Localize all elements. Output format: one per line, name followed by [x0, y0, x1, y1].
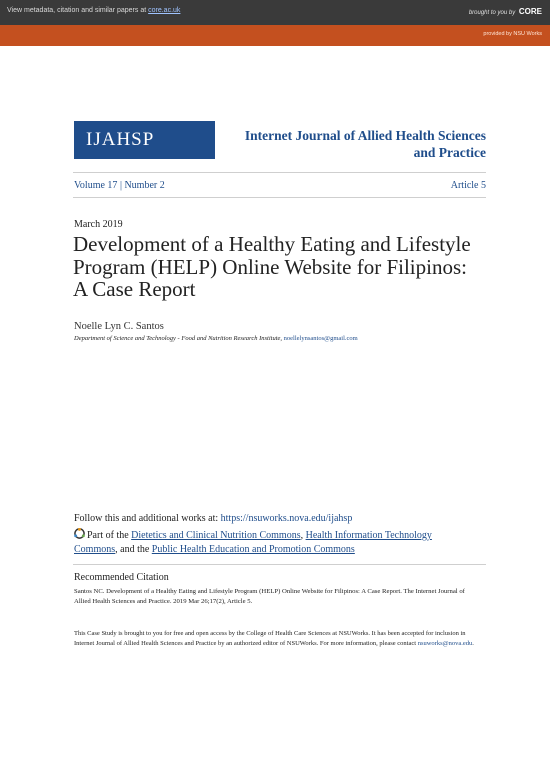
author-name: Noelle Lyn C. Santos	[74, 321, 164, 332]
follow-line	[74, 513, 352, 524]
divider	[73, 172, 486, 173]
core-metadata-prefix: View metadata, citation and similar papers at	[7, 7, 149, 14]
article-number[interactable]: Article 5	[450, 180, 486, 191]
journal-logo-text: IJAHSP	[86, 129, 155, 150]
access-notice	[74, 629, 484, 649]
core-logo[interactable]: CORE	[518, 7, 542, 16]
journal-logo[interactable]	[74, 121, 215, 159]
author-email-link[interactable]: noellelynsantos@gmail.com	[283, 335, 358, 342]
separator: |	[119, 180, 125, 191]
divider	[73, 197, 486, 198]
journal-title-line1: Internet Journal of Allied Health Sciences	[244, 128, 486, 143]
divider	[73, 564, 486, 565]
volume-link[interactable]: Volume 17	[74, 180, 118, 191]
paper-title: Development of a Healthy Eating and Lifestyle Program (HELP) Online Website for Filipinos: A Case Report	[73, 232, 471, 301]
separator: , and the	[115, 544, 152, 555]
core-metadata-text	[7, 7, 180, 14]
journal-title[interactable]	[245, 127, 486, 161]
journal-title-line2: and Practice	[413, 145, 486, 160]
follow-url-link[interactable]: https://nsuworks.nova.edu/ijahsp	[220, 513, 353, 524]
access-notice-text: This Case Study is brought to you for free and open access by the College of Health Care Sciences at NSUWorks. It has been accepted for inclusion in Internet Journal of Allied Health Sciences and Practice by an authorized editor of NSUWorks. For more information, please contact	[74, 630, 466, 647]
core-banner	[0, 0, 550, 46]
core-brought-by	[469, 7, 542, 16]
contact-email-link[interactable]: nsuworks@nova.edu	[417, 640, 473, 647]
follow-text: Follow this and additional works at:	[74, 513, 221, 524]
core-banner-bottom	[0, 25, 550, 46]
author-affiliation	[74, 335, 358, 342]
core-provided-by[interactable]: provided by NSU Works	[483, 31, 542, 37]
commons-link-health-it[interactable]: Health Information Technology Commons	[74, 530, 432, 555]
core-brought-by-text: brought to you by	[468, 10, 516, 16]
number-link[interactable]: Number 2	[124, 180, 165, 191]
recommended-citation-text: Santos NC. Development of a Healthy Eating and Lifestyle Program (HELP) Online Website for Filipinos: A Case Report. The Internet Journal of Allied Health Sciences and Practice. 2019 Mar 26;17(2), Article 5.	[74, 588, 465, 605]
network-icon	[74, 528, 85, 539]
commons-link-dietetics[interactable]: Dietetics and Clinical Nutrition Commons	[131, 530, 301, 541]
publication-date: March 2019	[74, 219, 123, 230]
volume-number	[74, 180, 165, 191]
core-link[interactable]: core.ac.uk	[148, 7, 181, 14]
separator: ,	[300, 530, 306, 541]
notice-end: .	[472, 640, 474, 647]
recommended-citation-heading: Recommended Citation	[74, 572, 169, 583]
affiliation-text: Department of Science and Technology - Food and Nutrition Research Institute,	[74, 335, 284, 342]
part-of-prefix: Part of the	[87, 530, 132, 541]
part-of-commons	[74, 528, 474, 557]
core-banner-top	[0, 0, 550, 25]
commons-link-public-health[interactable]: Public Health Education and Promotion Commons	[151, 544, 355, 555]
